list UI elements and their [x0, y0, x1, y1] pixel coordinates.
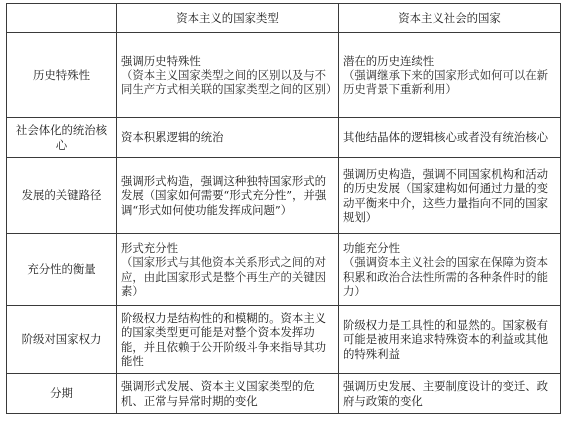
- cell-text: 阶级权力是工具性的和显然的。国家极有可能是被用来追求特殊资本的利益或其他的特殊利益: [343, 318, 549, 361]
- table-row: [7, 374, 561, 414]
- cell-text: 强调形式构造，强调这种独特国家形式的发展（国家如何需要“形式充分性”，并强调“形式如何使功能发挥成问题”）: [121, 174, 327, 217]
- cell-heading: 功能充分性: [343, 241, 400, 256]
- row-label-periodization: 分期: [7, 374, 117, 414]
- cell-text: 强调历史发展、主要制度设计的变迁、政府与政策的变化: [343, 379, 549, 408]
- cell-detail: （强调继承下来的国家形式如何可以在新历史背景下重新利用）: [343, 67, 549, 97]
- cell-text: 其他结晶体的逻辑核心或者没有统治核心: [343, 130, 549, 145]
- cell-type-periodization: [117, 374, 339, 414]
- table-header-row: [7, 4, 561, 33]
- cell-type-development-path: [117, 158, 339, 234]
- table-row: [7, 33, 561, 118]
- header-corner-cell: [7, 4, 117, 33]
- row-label-class-vs-state-power: 阶级对国家权力: [7, 306, 117, 374]
- table-row: [7, 158, 561, 234]
- cell-society-periodization: [339, 374, 561, 414]
- cell-text: 资本积累逻辑的统治: [121, 130, 224, 145]
- cell-society-adequacy-measure: [339, 234, 561, 306]
- cell-society-domination-core: [339, 118, 561, 158]
- cell-type-historical-specificity: [117, 33, 339, 118]
- cell-detail: （国家形式与其他资本关系形式之间的对应，由此国家形式是整个再生产的关键因素）: [121, 255, 327, 298]
- cell-detail: （资本主义国家类型之间的区别以及与不同生产方式相关联的国家类型之间的区别）: [121, 67, 338, 97]
- cell-type-domination-core: [117, 118, 339, 158]
- cell-type-class-vs-state-power: [117, 306, 339, 374]
- cell-heading: 潜在的历史连续性: [343, 53, 435, 68]
- header-state-type: 资本主义的国家类型: [117, 4, 339, 33]
- table-row: [7, 118, 561, 158]
- cell-text: 强调历史构造，强调不同国家机构和活动的历史发展（国家建构如何通过力量的变动平衡来中介，这些力量指向不同的国家规划）: [343, 167, 549, 224]
- cell-heading: 强调历史特殊性: [121, 53, 201, 68]
- row-label-domination-core: 社会体化的统治核心: [7, 118, 117, 158]
- cell-text: 阶级权力是结构性的和模糊的。资本主义的国家类型更可能是对整个资本发挥功能，并且依赖于公开阶级斗争来指导其功能性: [121, 311, 327, 368]
- comparison-table: [6, 3, 561, 414]
- header-state-in-society: 资本主义社会的国家: [339, 4, 561, 33]
- cell-detail: （强调资本主义社会的国家在保障为资本积累和政治合法性所需的各种条件时的能力）: [343, 255, 549, 298]
- cell-society-development-path: [339, 158, 561, 234]
- row-label-adequacy-measure: 充分性的衡量: [7, 234, 117, 306]
- row-label-historical-specificity: 历史特殊性: [7, 33, 117, 118]
- table-row: [7, 234, 561, 306]
- cell-society-class-vs-state-power: [339, 306, 561, 374]
- table-row: [7, 306, 561, 374]
- cell-type-adequacy-measure: [117, 234, 339, 306]
- cell-heading: 形式充分性: [121, 241, 178, 256]
- cell-text: 强调形式发展、资本主义国家类型的危机、正常与异常时期的变化: [121, 379, 315, 408]
- cell-society-historical-specificity: [339, 33, 561, 118]
- row-label-development-path: 发展的关键路径: [7, 158, 117, 234]
